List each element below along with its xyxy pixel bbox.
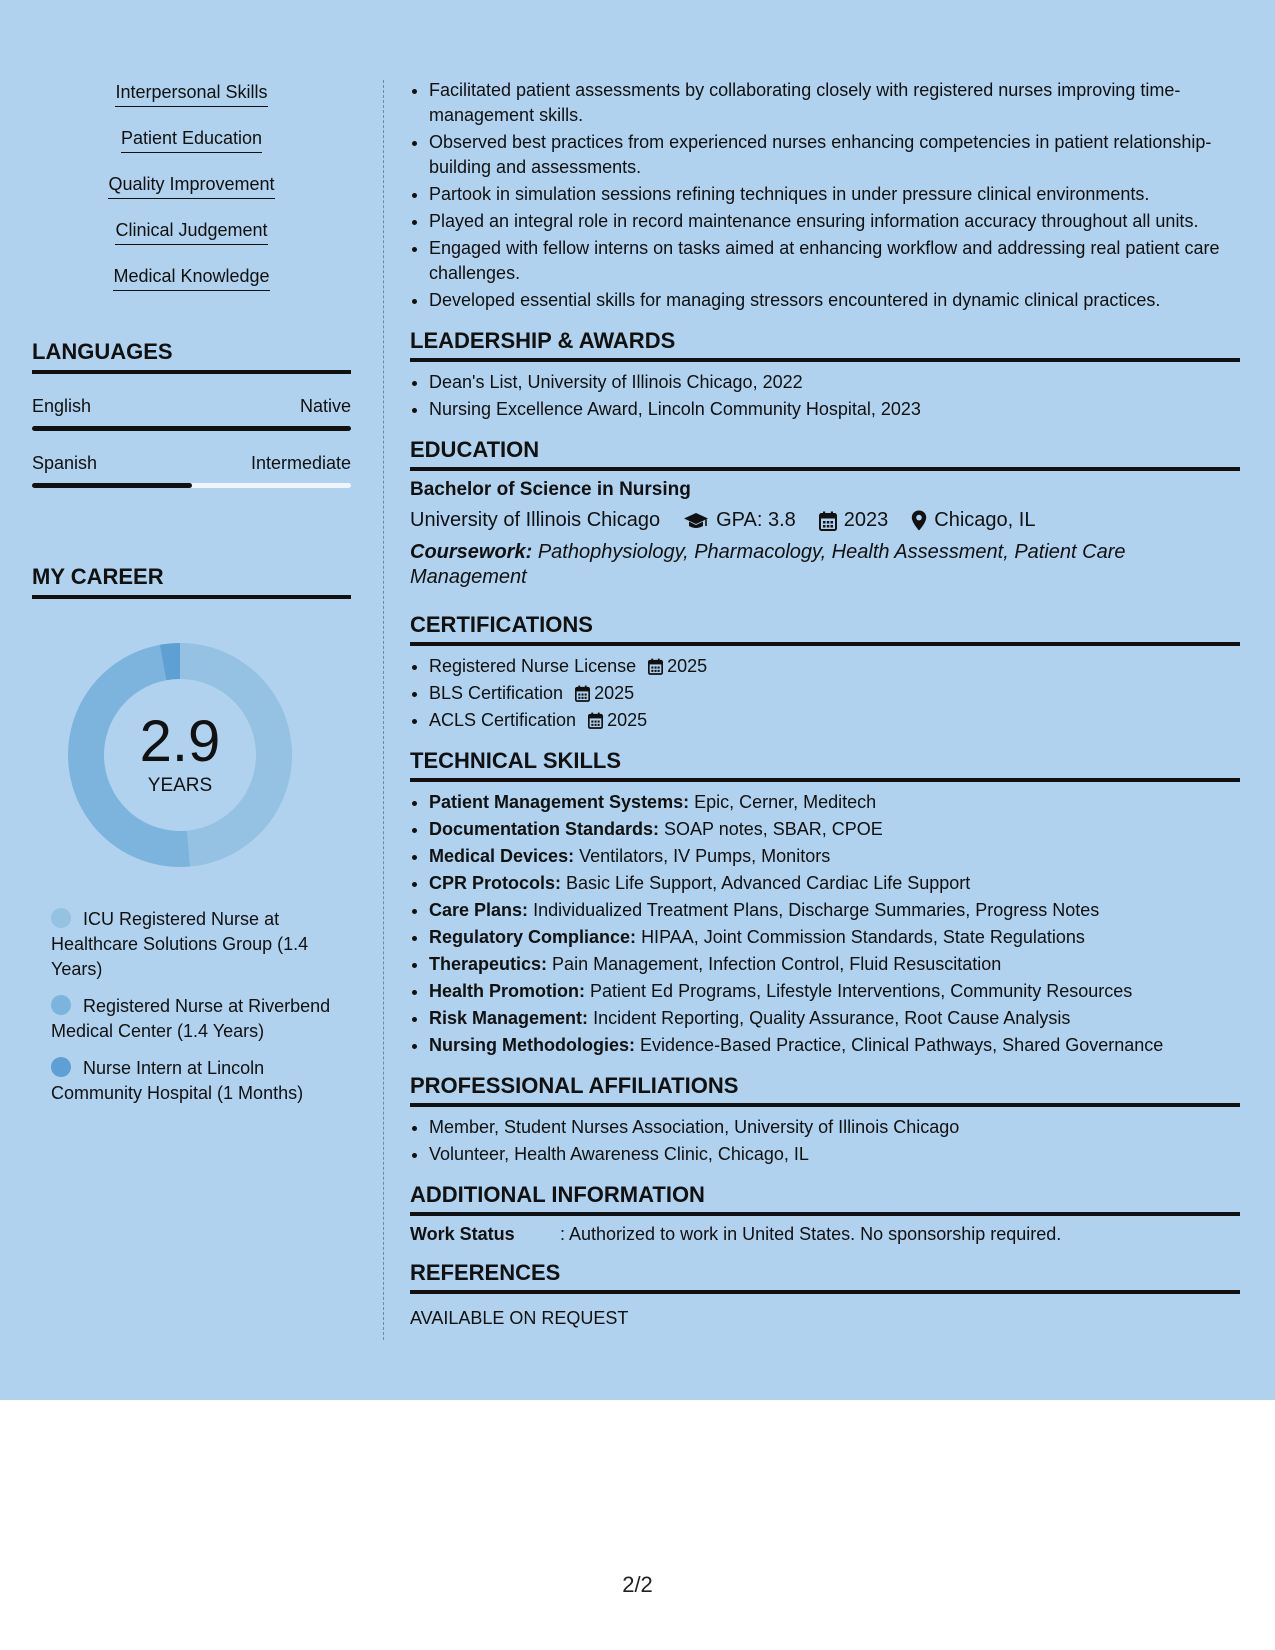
affiliation-item: • Volunteer, Health Awareness Clinic, Chicago, IL [429,1142,1240,1167]
career-total: 2.9 [139,709,221,774]
skill-item: Clinical Judgement [115,220,267,245]
skill-label: Regulatory Compliance: [429,927,637,947]
skill-item: Medical Knowledge [113,266,269,291]
technical-skill-item [429,898,1240,923]
career-legend-text: Nurse Intern at Lincoln Community Hospital (1 Months) [51,1058,304,1103]
graduation-cap-icon [683,511,709,531]
skill-value: Incident Reporting, Quality Assurance, Root Cause Analysis [593,1008,1071,1028]
work-status-row [410,1224,1240,1245]
coursework [410,540,1240,590]
degree-title: Bachelor of Science in Nursing [410,479,691,500]
affiliations-list [410,1115,1240,1167]
certification-item [429,708,1240,733]
skill-label: Documentation Standards: [429,819,660,839]
education-heading: EDUCATION [410,437,1240,471]
language-proficiency-bar [32,483,351,488]
calendar-icon [819,511,837,531]
skill-value: Epic, Cerner, Meditech [694,792,877,812]
calendar-icon [588,712,603,729]
calendar-icon [648,658,663,675]
skill-label: Therapeutics: [429,954,548,974]
language-level: Native [299,396,351,416]
skill-value: Basic Life Support, Advanced Cardiac Life Support [566,873,971,893]
career-heading: MY CAREER [32,564,351,599]
skill-label: Medical Devices: [429,846,575,866]
technical-skill-item [429,871,1240,896]
language-entry [32,396,351,431]
skill-label: Care Plans: [429,900,529,920]
references-text: AVAILABLE ON REQUEST [410,1308,629,1328]
certification-year: 2025 [607,710,648,730]
technical-skill-item [429,844,1240,869]
technical-skill-item [429,952,1240,977]
languages-heading: LANGUAGES [32,339,351,374]
technical-skill-item [429,979,1240,1004]
skill-value: SOAP notes, SBAR, CPOE [664,819,883,839]
left-column [32,82,351,1118]
experience-bullet: • Played an integral role in record maintenance ensuring information accuracy throughout all units. [429,209,1240,234]
career-legend-item [51,907,331,982]
career-donut-chart [66,641,294,869]
calendar-icon [575,685,590,702]
career-legend-item [51,1056,331,1106]
career-legend-item [51,994,331,1044]
coursework-label: Coursework: [410,541,533,563]
skill-value: Pain Management, Infection Control, Fluid Resuscitation [552,954,1002,974]
leadership-heading: LEADERSHIP & AWARDS [410,328,1240,362]
right-column [410,78,1240,1329]
certifications-list [410,654,1240,733]
additional-info-heading: ADDITIONAL INFORMATION [410,1182,1240,1216]
legend-dot-icon [51,1057,71,1077]
certification-year: 2025 [667,656,708,676]
school-name: University of Illinois Chicago [410,509,661,531]
skill-value: Ventilators, IV Pumps, Monitors [579,846,831,866]
column-divider [383,80,384,1340]
affiliation-item: • Member, Student Nurses Association, University of Illinois Chicago [429,1115,1240,1140]
language-proficiency-fill [32,483,192,488]
skill-label: CPR Protocols: [429,873,562,893]
skill-value: HIPAA, Joint Commission Standards, State Regulations [641,927,1085,947]
language-level: Intermediate [250,453,351,473]
certification-name: ACLS Certification [429,710,577,730]
experience-bullet: • Engaged with fellow interns on tasks aimed at enhancing workflow and addressing real patient care challenges. [429,236,1240,286]
skill-label: Health Promotion: [429,981,585,1001]
award-item: • Dean's List, University of Illinois Chicago, 2022 [429,370,1240,395]
education-details [410,509,1240,532]
certification-year: 2025 [594,683,635,703]
gpa: GPA: 3.8 [716,509,796,531]
skill-label: Risk Management: [429,1008,589,1028]
skill-value: Individualized Treatment Plans, Discharge Summaries, Progress Notes [533,900,1100,920]
school-location: Chicago, IL [934,509,1036,531]
coursework-list: Pathophysiology, Pharmacology, Health Assessment, Patient Care Management [410,541,1126,588]
experience-bullet: • Developed essential skills for managing stressors encountered in dynamic clinical practices. [429,288,1240,313]
graduation-year: 2023 [843,509,889,531]
career-legend-text: ICU Registered Nurse at Healthcare Solutions Group (1.4 Years) [51,909,309,979]
technical-skill-item [429,790,1240,815]
technical-skill-item [429,1006,1240,1031]
work-status-value: : Authorized to work in United States. No sponsorship required. [560,1224,1062,1244]
language-name: Spanish [32,453,98,473]
skills-list [32,82,351,312]
certifications-heading: CERTIFICATIONS [410,612,1240,646]
skill-item: Interpersonal Skills [115,82,267,107]
award-item: • Nursing Excellence Award, Lincoln Community Hospital, 2023 [429,397,1240,422]
affiliations-heading: PROFESSIONAL AFFILIATIONS [410,1073,1240,1107]
technical-skill-item [429,1033,1240,1058]
experience-bullet: • Facilitated patient assessments by collaborating closely with registered nurses improving time-management skills. [429,78,1240,128]
skill-value: Patient Ed Programs, Lifestyle Interventions, Community Resources [590,981,1133,1001]
skill-label: Nursing Methodologies: [429,1035,635,1055]
language-name: English [32,396,92,416]
skill-label: Patient Management Systems: [429,792,690,812]
language-proficiency-fill [32,426,351,431]
language-entry [32,453,351,488]
skill-item: Quality Improvement [108,174,274,199]
career-legend-text: Registered Nurse at Riverbend Medical Center (1.4 Years) [51,996,331,1041]
career-legend [51,907,331,1106]
experience-bullet: • Partook in simulation sessions refining techniques in under pressure clinical environments. [429,182,1240,207]
technical-skills-heading: TECHNICAL SKILLS [410,748,1240,782]
language-proficiency-bar [32,426,351,431]
technical-skill-item [429,925,1240,950]
legend-dot-icon [51,908,71,928]
skill-value: Evidence-Based Practice, Clinical Pathways, Shared Governance [640,1035,1164,1055]
technical-skills-list [410,790,1240,1058]
work-status-label: Work Status [410,1224,515,1244]
map-pin-icon [911,510,927,531]
certification-name: Registered Nurse License [429,656,637,676]
certification-item [429,654,1240,679]
leadership-list [410,370,1240,422]
experience-bullet: • Observed best practices from experienced nurses enhancing competencies in patient relationship-building and assessments. [429,130,1240,180]
experience-bullets [410,78,1240,313]
skill-item: Patient Education [121,128,262,153]
page-number: 2/2 [622,1572,653,1597]
references-heading: REFERENCES [410,1260,1240,1294]
legend-dot-icon [51,995,71,1015]
certification-name: BLS Certification [429,683,564,703]
career-unit: YEARS [147,775,213,796]
technical-skill-item [429,817,1240,842]
certification-item [429,681,1240,706]
